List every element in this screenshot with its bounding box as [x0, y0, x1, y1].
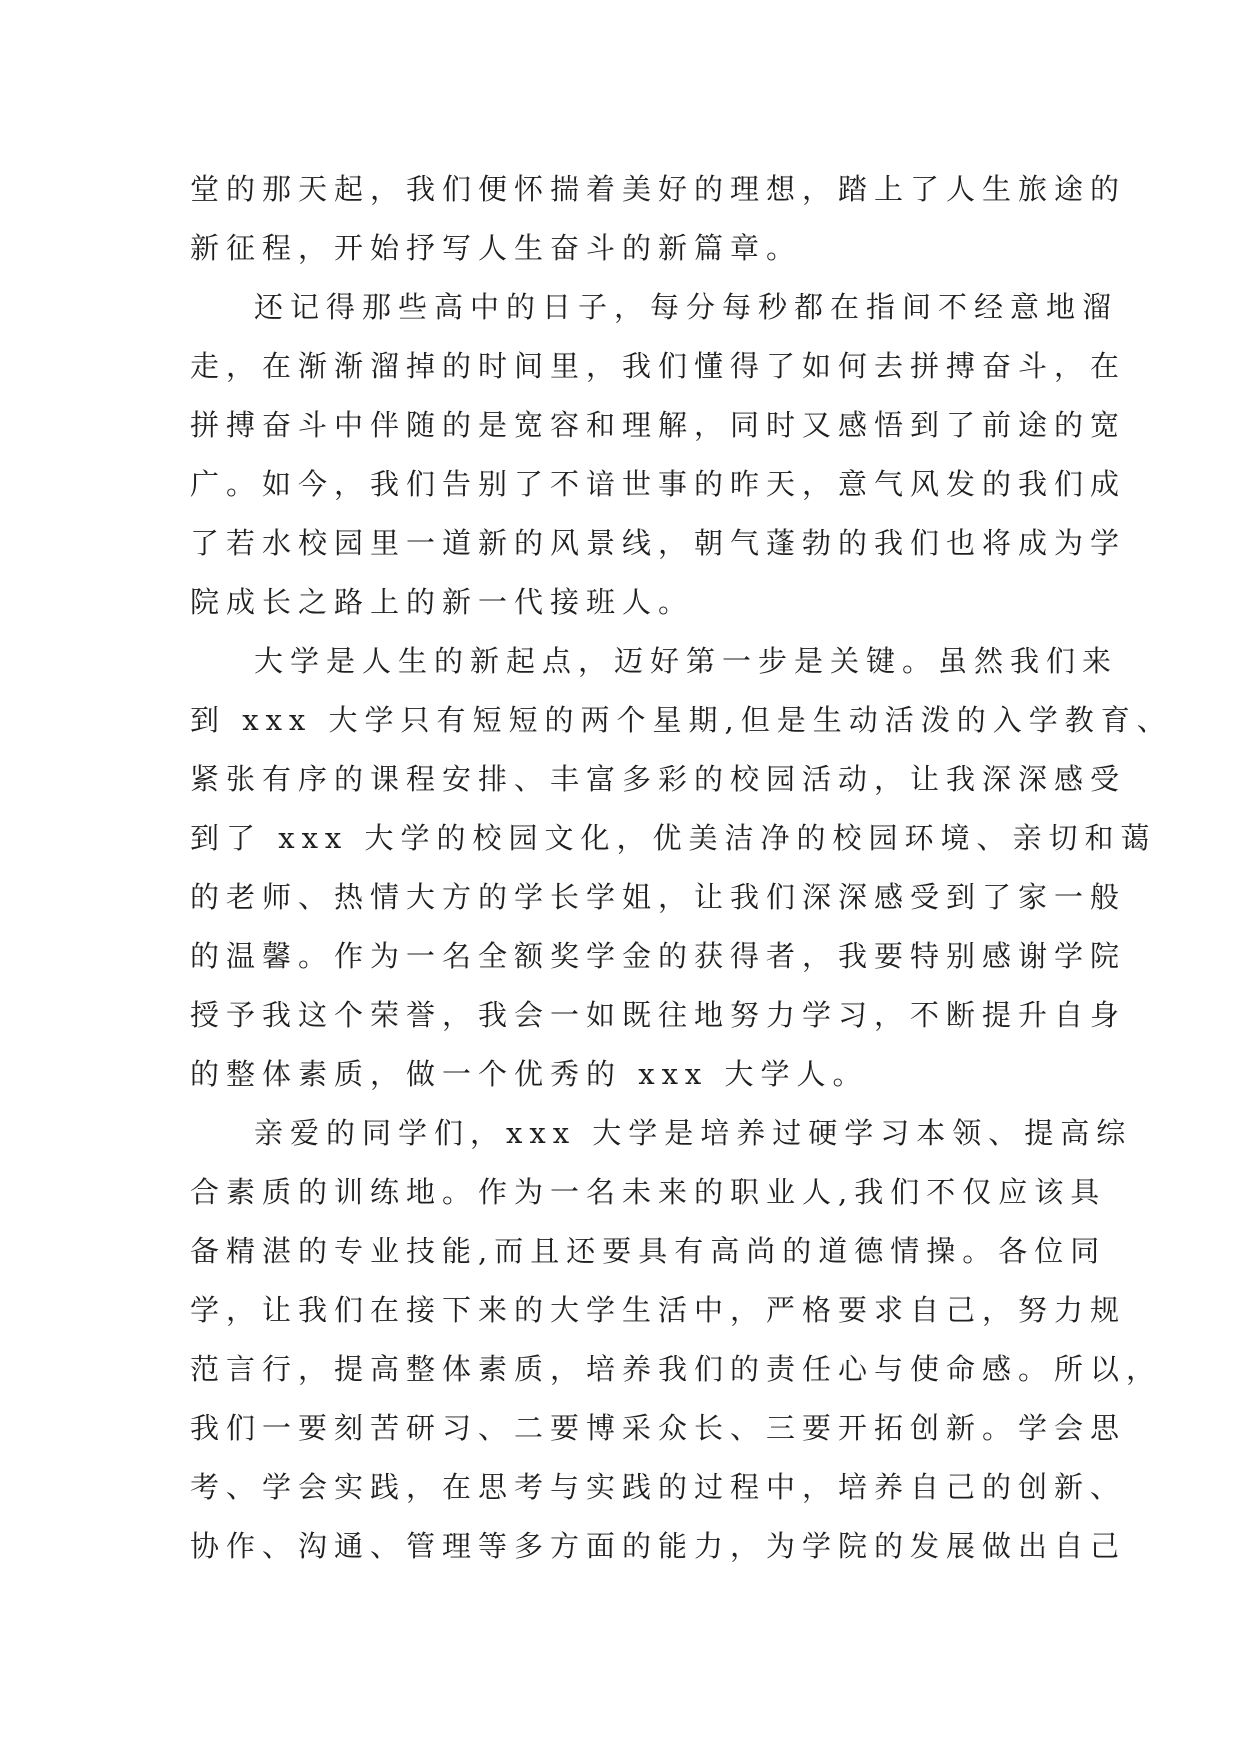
text-line: 备精湛的专业技能,而且还要具有高尚的道德情操。各位同 [190, 1234, 1107, 1268]
body-text [190, 160, 1173, 1576]
text-line: 到 xxx 大学只有短短的两个星期,但是生动活泼的入学教育、 [190, 703, 1173, 737]
text-line: 广。如今，我们告别了不谙世事的昨天，意气风发的我们成 [190, 467, 1127, 501]
text-line: 紧张有序的课程安排、丰富多彩的校园活动，让我深深感受 [190, 762, 1127, 796]
text-line: 协作、沟通、管理等多方面的能力，为学院的发展做出自己 [190, 1529, 1127, 1563]
text-line: 还记得那些高中的日子，每分每秒都在指间不经意地溜 [254, 290, 1119, 324]
text-line: 到了 xxx 大学的校园文化，优美洁净的校园环境、亲切和蔼 [190, 821, 1157, 855]
text-line: 我们一要刻苦研习、二要博采众长、三要开拓创新。学会思 [190, 1411, 1127, 1445]
text-line: 学，让我们在接下来的大学生活中，严格要求自己，努力规 [190, 1293, 1127, 1327]
text-line: 拼搏奋斗中伴随的是宽容和理解，同时又感悟到了前途的宽 [190, 408, 1127, 442]
text-line: 的温馨。作为一名全额奖学金的获得者，我要特别感谢学院 [190, 939, 1127, 973]
text-line: 了若水校园里一道新的风景线，朝气蓬勃的我们也将成为学 [190, 526, 1127, 560]
text-line: 范言行，提高整体素质，培养我们的责任心与使命感。所以， [190, 1352, 1163, 1386]
text-line: 走，在渐渐溜掉的时间里，我们懂得了如何去拼搏奋斗，在 [190, 349, 1127, 383]
text-line: 考、学会实践，在思考与实践的过程中，培养自己的创新、 [190, 1470, 1127, 1504]
text-line: 院成长之路上的新一代接班人。 [190, 585, 695, 619]
text-line: 堂的那天起，我们便怀揣着美好的理想，踏上了人生旅途的 [190, 172, 1127, 206]
text-line: 的整体素质，做一个优秀的 xxx 大学人。 [190, 1057, 869, 1091]
text-line: 授予我这个荣誉，我会一如既往地努力学习，不断提升自身 [190, 998, 1127, 1032]
text-line: 亲爱的同学们，xxx 大学是培养过硬学习本领、提高综 [254, 1116, 1133, 1150]
text-line: 大学是人生的新起点，迈好第一步是关键。虽然我们来 [254, 644, 1119, 678]
text-line: 的老师、热情大方的学长学姐，让我们深深感受到了家一般 [190, 880, 1127, 914]
text-line: 合素质的训练地。作为一名未来的职业人,我们不仅应该具 [190, 1175, 1107, 1209]
text-line: 新征程，开始抒写人生奋斗的新篇章。 [190, 231, 803, 265]
